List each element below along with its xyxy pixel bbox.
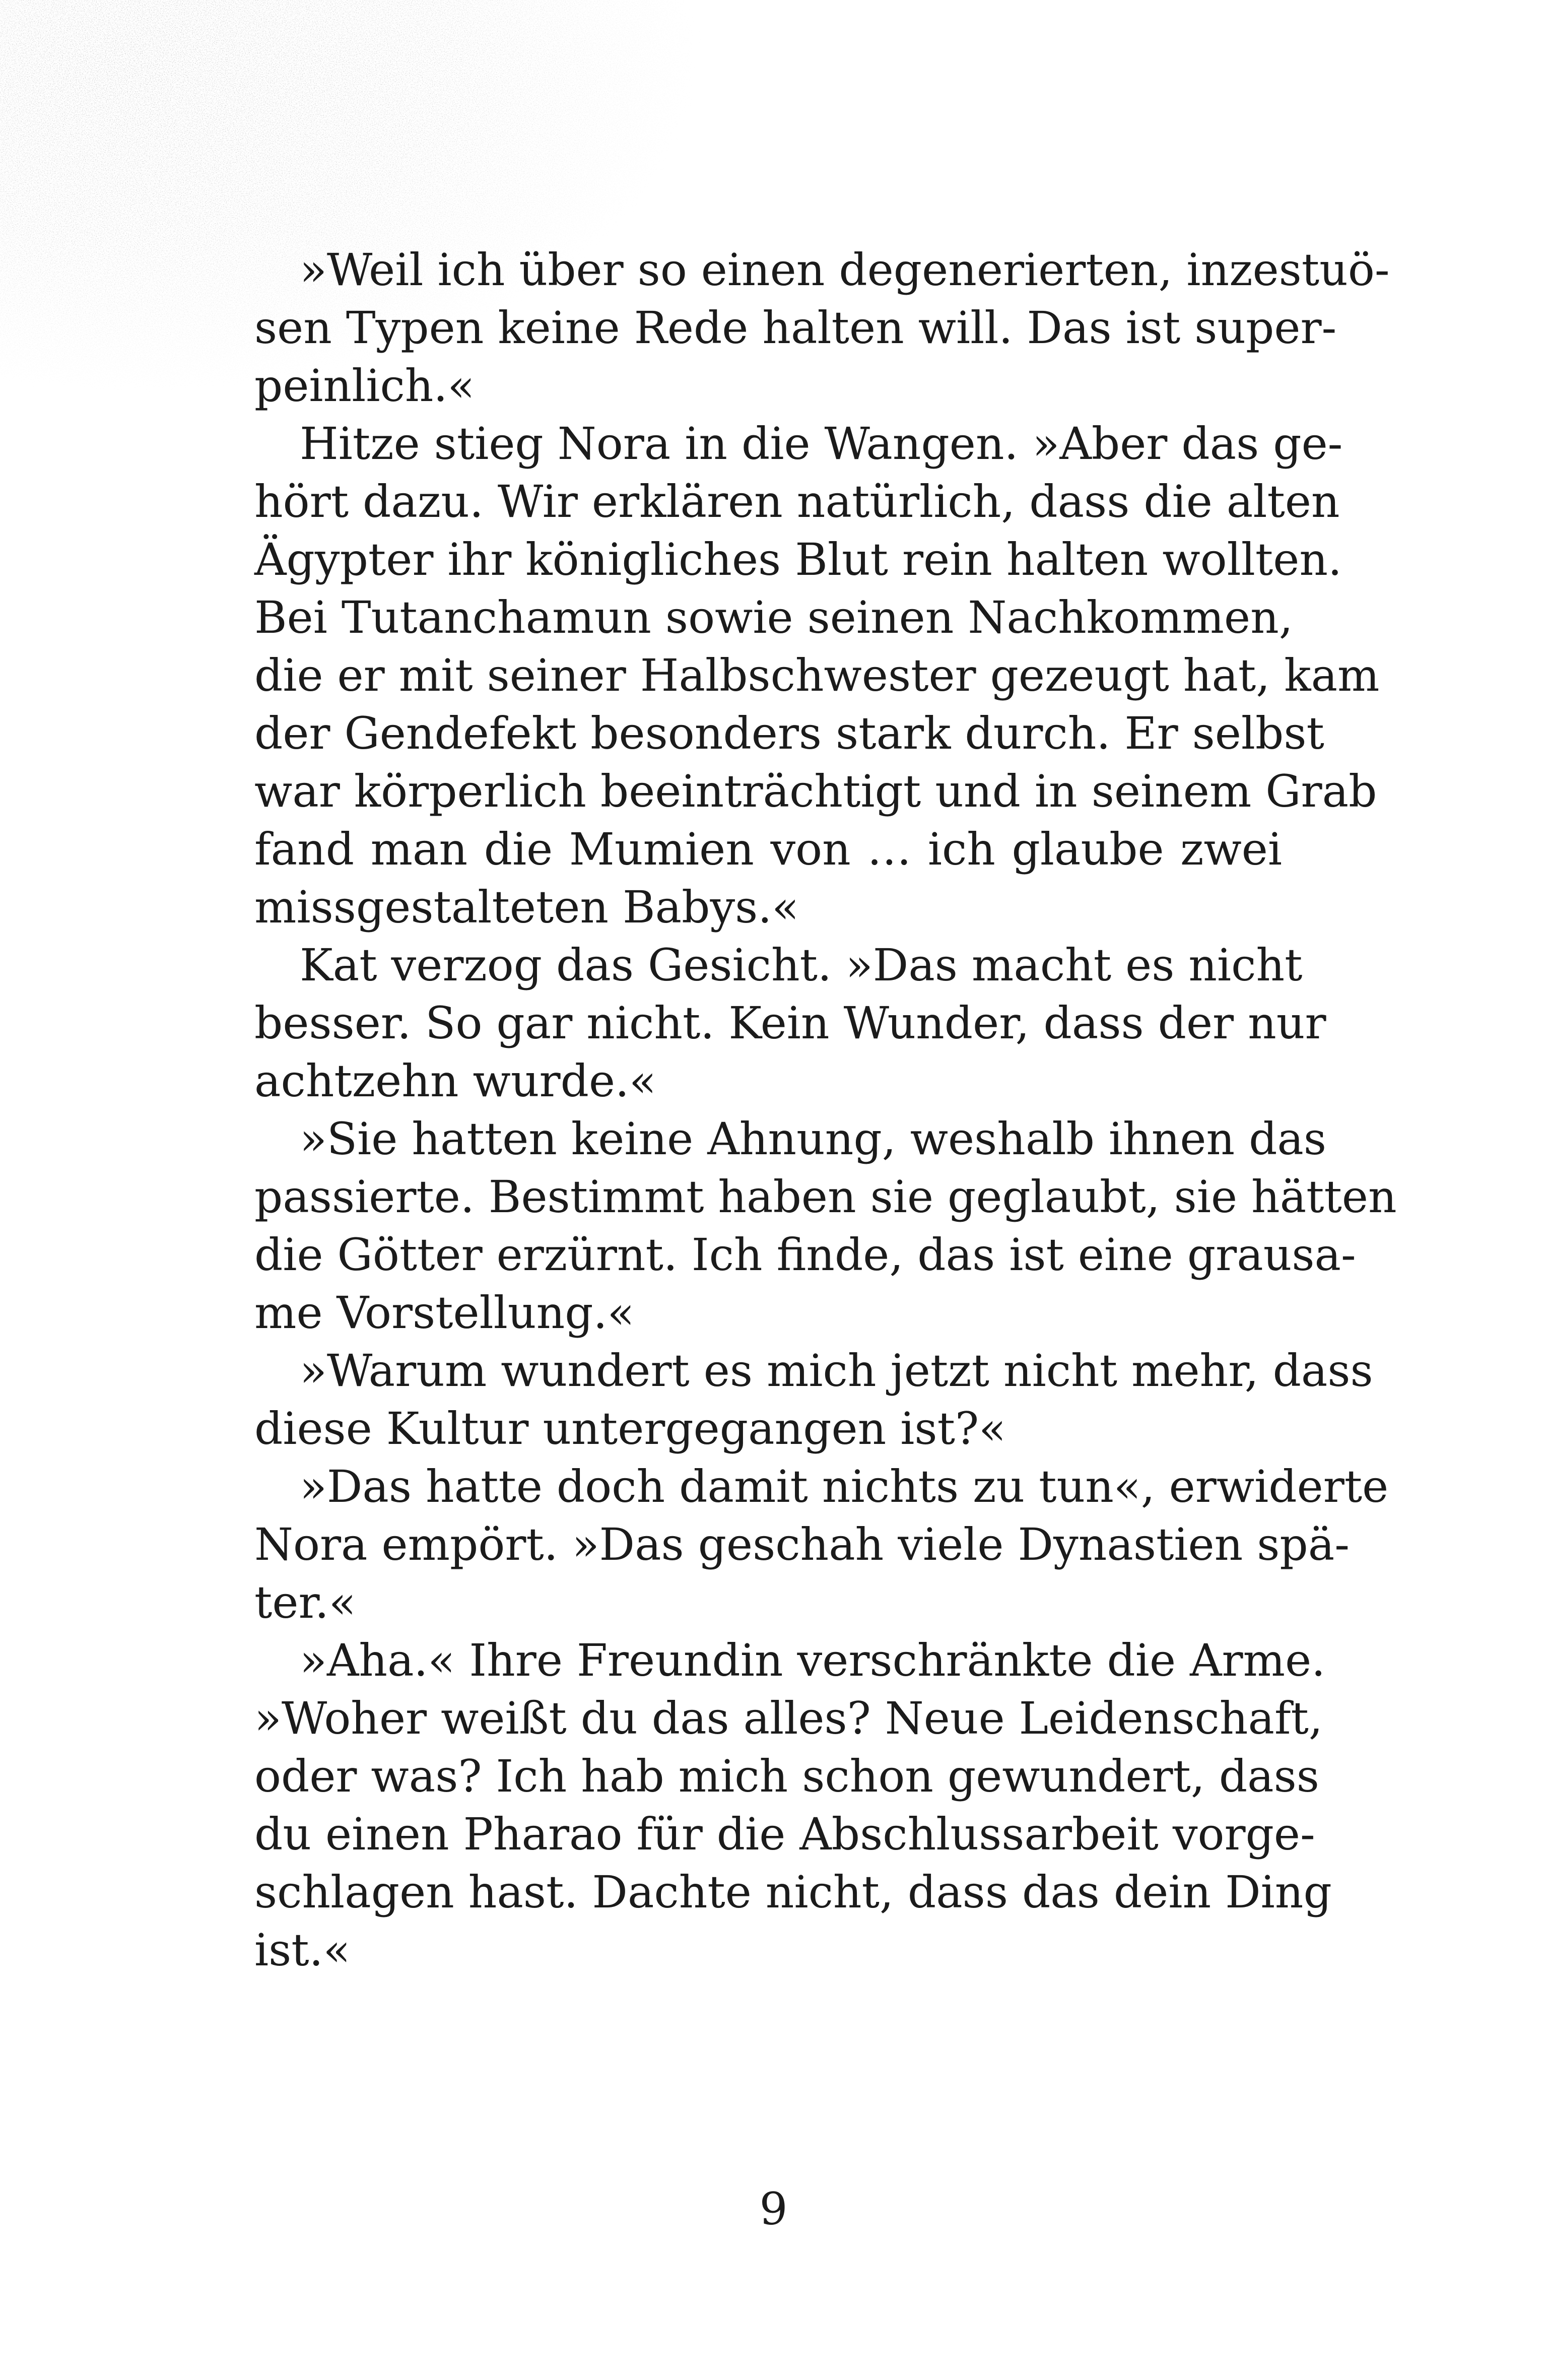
text-line: me Vorstellung.«	[254, 1287, 635, 1339]
text-line: »Weil ich über so einen degenerierten, inzestuö-	[300, 244, 1390, 296]
text-line: die er mit seiner Halbschwester gezeugt hat, kam	[254, 649, 1380, 701]
text-line: war körperlich beeinträchtigt und in seinem Grab	[254, 765, 1377, 817]
paragraph	[254, 1631, 1332, 1979]
text-line: sen Typen keine Rede halten will. Das ist super-	[254, 302, 1337, 354]
text-line: »Das hatte doch damit nichts zu tun«, erwiderte	[300, 1461, 1389, 1512]
text-line: »Sie hatten keine Ahnung, weshalb ihnen das	[300, 1113, 1327, 1165]
text-line: diese Kultur untergegangen ist?«	[254, 1403, 1006, 1455]
text-line: Ägypter ihr königliches Blut rein halten wollten.	[254, 534, 1342, 585]
text-line: achtzehn wurde.«	[254, 1055, 656, 1107]
text-line: »Warum wundert es mich jetzt nicht mehr, dass	[300, 1345, 1373, 1397]
text-line: Kat verzog das Gesicht. »Das macht es nicht	[300, 939, 1303, 991]
text-line: ist.«	[254, 1924, 351, 1976]
text-line: passierte. Bestimmt haben sie geglaubt, sie hätten	[254, 1171, 1397, 1223]
paragraph	[254, 1458, 1389, 1631]
paragraph	[254, 1110, 1397, 1342]
text-line: Hitze stieg Nora in die Wangen. »Aber das ge-	[300, 418, 1343, 470]
paragraph	[254, 415, 1380, 936]
text-line: du einen Pharao für die Abschlussarbeit vorge-	[254, 1808, 1315, 1860]
paragraph	[254, 936, 1326, 1110]
text-line: die Götter erzürnt. Ich finde, das ist eine grausa-	[254, 1229, 1356, 1281]
text-line: »Aha.« Ihre Freundin verschränkte die Arme.	[300, 1634, 1326, 1686]
text-line: »Woher weißt du das alles? Neue Leidenschaft,	[254, 1692, 1323, 1744]
text-line: oder was? Ich hab mich schon gewundert, dass	[254, 1750, 1319, 1802]
text-line: der Gendefekt besonders stark durch. Er selbst	[254, 707, 1324, 759]
text-line: missgestalteten Babys.«	[254, 881, 799, 933]
paragraph	[254, 241, 1390, 415]
page-number: 9	[759, 2183, 788, 2235]
text-line: Nora empört. »Das geschah viele Dynastien spä-	[254, 1518, 1350, 1570]
text-line: besser. So gar nicht. Kein Wunder, dass der nur	[254, 997, 1326, 1049]
text-line: schlagen hast. Dachte nicht, dass das dein Ding	[254, 1866, 1332, 1918]
text-line: peinlich.«	[254, 360, 475, 412]
text-line: Bei Tutanchamun sowie seinen Nachkommen,	[254, 591, 1293, 643]
body-text	[254, 241, 1397, 1979]
text-line: fand man die Mumien von … ich glaube zwei	[254, 823, 1282, 875]
text-line: ter.«	[254, 1576, 356, 1628]
text-line: hört dazu. Wir erklären natürlich, dass die alten	[254, 476, 1340, 527]
paragraph	[254, 1342, 1373, 1458]
